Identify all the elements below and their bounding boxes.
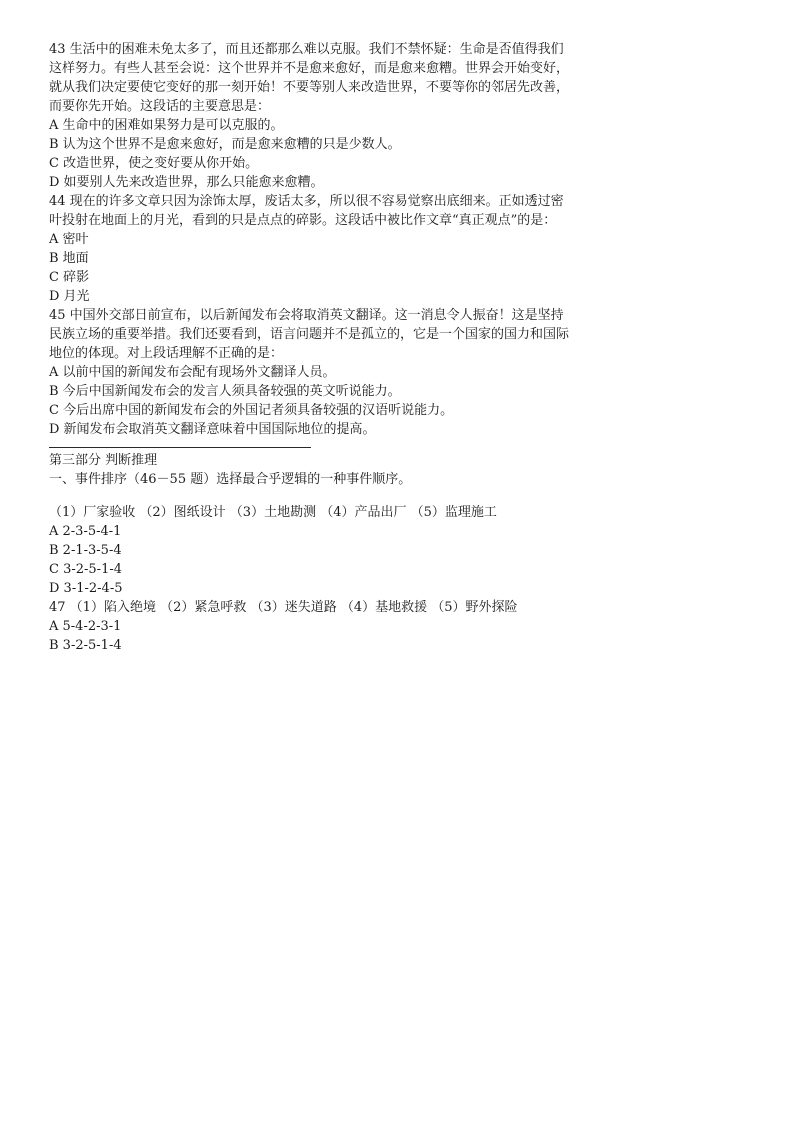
question-stem-line: 民族立场的重要举措。我们还要看到，语言问题并不是孤立的，它是一个国家的国力和国际: [49, 327, 570, 342]
option-d: D 如要别人先来改造世界，那么只能愈来愈糟。: [49, 175, 324, 190]
question-stem-line: 就从我们决定要使它变好的那一刻开始！不要等别人来改造世界，不要等你的邻居先改善，: [49, 80, 570, 95]
option-a: A 5-4-2-3-1: [49, 619, 122, 634]
question-47: [49, 598, 749, 655]
option-d: D 新闻发布会取消英文翻译意味着中国国际地位的提高。: [49, 422, 376, 437]
question-44: [49, 192, 749, 306]
section-title: 第三部分 判断推理: [49, 453, 158, 468]
option-b: B 今后中国新闻发布会的发言人须具备较强的英文听说能力。: [49, 384, 401, 399]
question-items: （1）厂家验收 （2）图纸设计 （3）土地勘测 （4）产品出厂 （5）监理施工: [49, 505, 497, 520]
section-header: [49, 451, 749, 489]
option-c: C 今后出席中国的新闻发布会的外国记者须具备较强的汉语听说能力。: [49, 403, 454, 418]
question-stem-line: 而要你先开始。这段话的主要意思是：: [49, 99, 271, 114]
option-a: A 生命中的困难如果努力是可以克服的。: [49, 118, 284, 133]
option-a: A 密叶: [49, 232, 89, 247]
question-stem-line: 叶投射在地面上的月光，看到的只是点点的碎影。这段话中被比作文章“真正观点”的是：: [49, 213, 557, 228]
question-stem-line: 地位的体现。对上段话理解不正确的是：: [49, 346, 284, 361]
option-d: D 3-1-2-4-5: [49, 581, 123, 596]
question-45: [49, 306, 749, 439]
option-c: C 3-2-5-1-4: [49, 562, 123, 577]
question-stem-line: 43 生活中的困难未免太多了，而且还都那么难以克服。我们不禁怀疑：生命是否值得我们: [49, 42, 564, 57]
spacer: [49, 489, 749, 503]
question-43: [49, 40, 749, 192]
option-b: B 认为这个世界不是愈来愈好，而是愈来愈糟的只是少数人。: [49, 137, 401, 152]
question-items: 47 （1）陷入绝境 （2）紧急呼救 （3）迷失道路 （4）基地救援 （5）野外探险: [49, 600, 518, 615]
section-instruction: 一、事件排序（46－55 题）选择最合乎逻辑的一种事件顺序。: [49, 472, 412, 487]
document-page: [49, 40, 749, 655]
question-stem-line: 44 现在的许多文章只因为涂饰太厚，废话太多，所以很不容易觉察出底细来。正如透过密: [49, 194, 564, 209]
option-c: C 碎影: [49, 270, 90, 285]
option-a: A 2-3-5-4-1: [49, 524, 122, 539]
option-c: C 改造世界，使之变好要从你开始。: [49, 156, 259, 171]
option-a: A 以前中国的新闻发布会配有现场外文翻译人员。: [49, 365, 336, 380]
option-b: B 2-1-3-5-4: [49, 543, 122, 558]
question-stem-line: 这样努力。有些人甚至会说：这个世界并不是愈来愈好，而是愈来愈糟。世界会开始变好，: [49, 61, 570, 76]
option-d: D 月光: [49, 289, 90, 304]
question-46: [49, 503, 749, 598]
option-b: B 3-2-5-1-4: [49, 638, 122, 653]
option-b: B 地面: [49, 251, 89, 266]
question-stem-line: 45 中国外交部日前宣布，以后新闻发布会将取消英文翻译。这一消息令人振奋！这是坚持: [49, 308, 564, 323]
section-divider: [49, 447, 311, 448]
